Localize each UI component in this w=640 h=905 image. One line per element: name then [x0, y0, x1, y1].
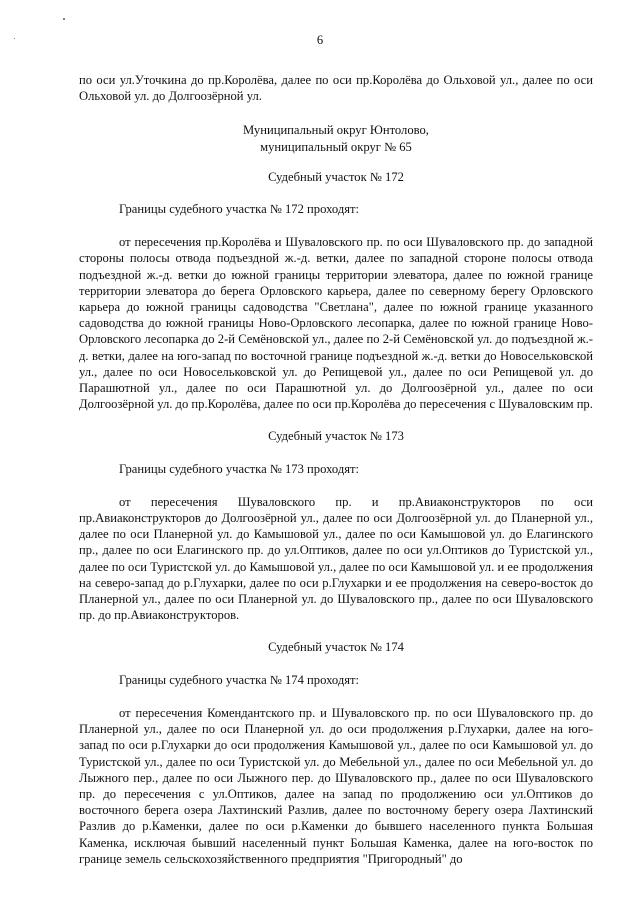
section-text-174: от пересечения Комендантского пр. и Шуваловского пр. по оси Шуваловского пр. до Планерной ул., далее по оси Планерной ул. до оси продолжения р.Глухарки, далее на юго-запад по оси р.Глухарки до оси продолжения Камышовой ул., далее по оси Камышовой ул. до Туристской ул., далее по оси Туристской ул. до Мебельной ул., далее по оси Мебельной ул. до Лыжного пер., далее по оси Лыжного пер. до Шуваловского пр., далее по оси Шуваловского пр. до пересечения с ул.Оптиков, далее на запад по продолжению оси ул.Оптиков до восточного берега озера Лахтинский Разлив, далее по восточному берегу озера Лахтинский Разлив до р.Каменки, далее по оси р.Каменки до бывшего населенного пункта Большая Каменка, исключая бывший населенный пункт Большая Каменка, далее на юго-восток по границе земель сельскохозяйственного предприятия "Пригородный" до: [79, 705, 593, 866]
section-text-173: от пересечения Шуваловского пр. и пр.Авиаконструкторов по оси пр.Авиаконструкторов до Долгоозёрной ул., далее по оси Долгоозёрной ул. до Планерной ул., далее по оси Планерной ул. до Камышовой ул., далее по оси Камышовой ул. до Елагинского пр., далее по оси Елагинского пр. до ул.Оптиков, далее по оси ул.Оптиков до Туристской ул., далее по оси Туристской ул. до Камышовой ул., далее по оси Камышовой ул. и ее продолжения на северо-запад до р.Глухарки, далее по оси р.Глухарки и ее продолжения на северо-восток до Планерной ул., далее по оси Планерной ул. до Шуваловского пр., далее по оси Шуваловского пр. до пр.Авиаконструкторов.: [79, 494, 593, 623]
scan-speck: [63, 18, 65, 20]
section-text-172: от пересечения пр.Королёва и Шуваловского пр. по оси Шуваловского пр. до западной стороны полосы отвода подъездной ж.-д. ветки, далее по западной стороне полосы отвода подъездной ж.-д. ветки до южной границы территории элеватора, далее по южной границе территории элеватора до берега Орловского карьера, далее по северному берегу Орловского карьера до южной границы садоводства "Светлана", далее по южной границе указанного садоводства до южной границы Ново-Орловского лесопарка, далее по южной границе Ново-Орловского лесопарка до 2-й Семёновской ул., далее по 2-й Семёновской ул. до подъездной ж.-д. ветки, далее на юго-запад по восточной границе подъездной ж.-д. ветки до Новосельковской ул., далее по оси Новосельковской ул. до Репищевой ул., далее по оси Репищевой ул. до Парашютной ул., далее по оси Парашютной ул. до Долгоозёрной ул., далее по оси Долгоозёрной ул. до пр.Королёва, далее по оси пр.Королёва до пересечения с Шуваловским пр.: [79, 235, 593, 412]
section-title-173: Судебный участок № 173: [268, 429, 404, 444]
district-name: Муниципальный округ Юнтолово,: [243, 123, 429, 138]
section-title-174: Судебный участок № 174: [268, 640, 404, 655]
document-body: [79, 72, 593, 867]
district-number: муниципальный округ № 65: [260, 139, 412, 154]
section-heading-174: Границы судебного участка № 174 проходят:: [119, 672, 360, 687]
district-heading: [79, 122, 593, 154]
page-number: 6: [316, 33, 324, 47]
section-heading-172: Границы судебного участка № 172 проходят:: [119, 202, 360, 217]
section-heading-173: Границы судебного участка № 173 проходят:: [119, 461, 360, 476]
section-title-172: Судебный участок № 172: [268, 169, 404, 184]
intro-paragraph: по оси ул.Уточкина до пр.Королёва, далее по оси пр.Королёва до Ольховой ул., далее по оси Ольховой ул. до Долгоозёрной ул.: [79, 73, 593, 104]
